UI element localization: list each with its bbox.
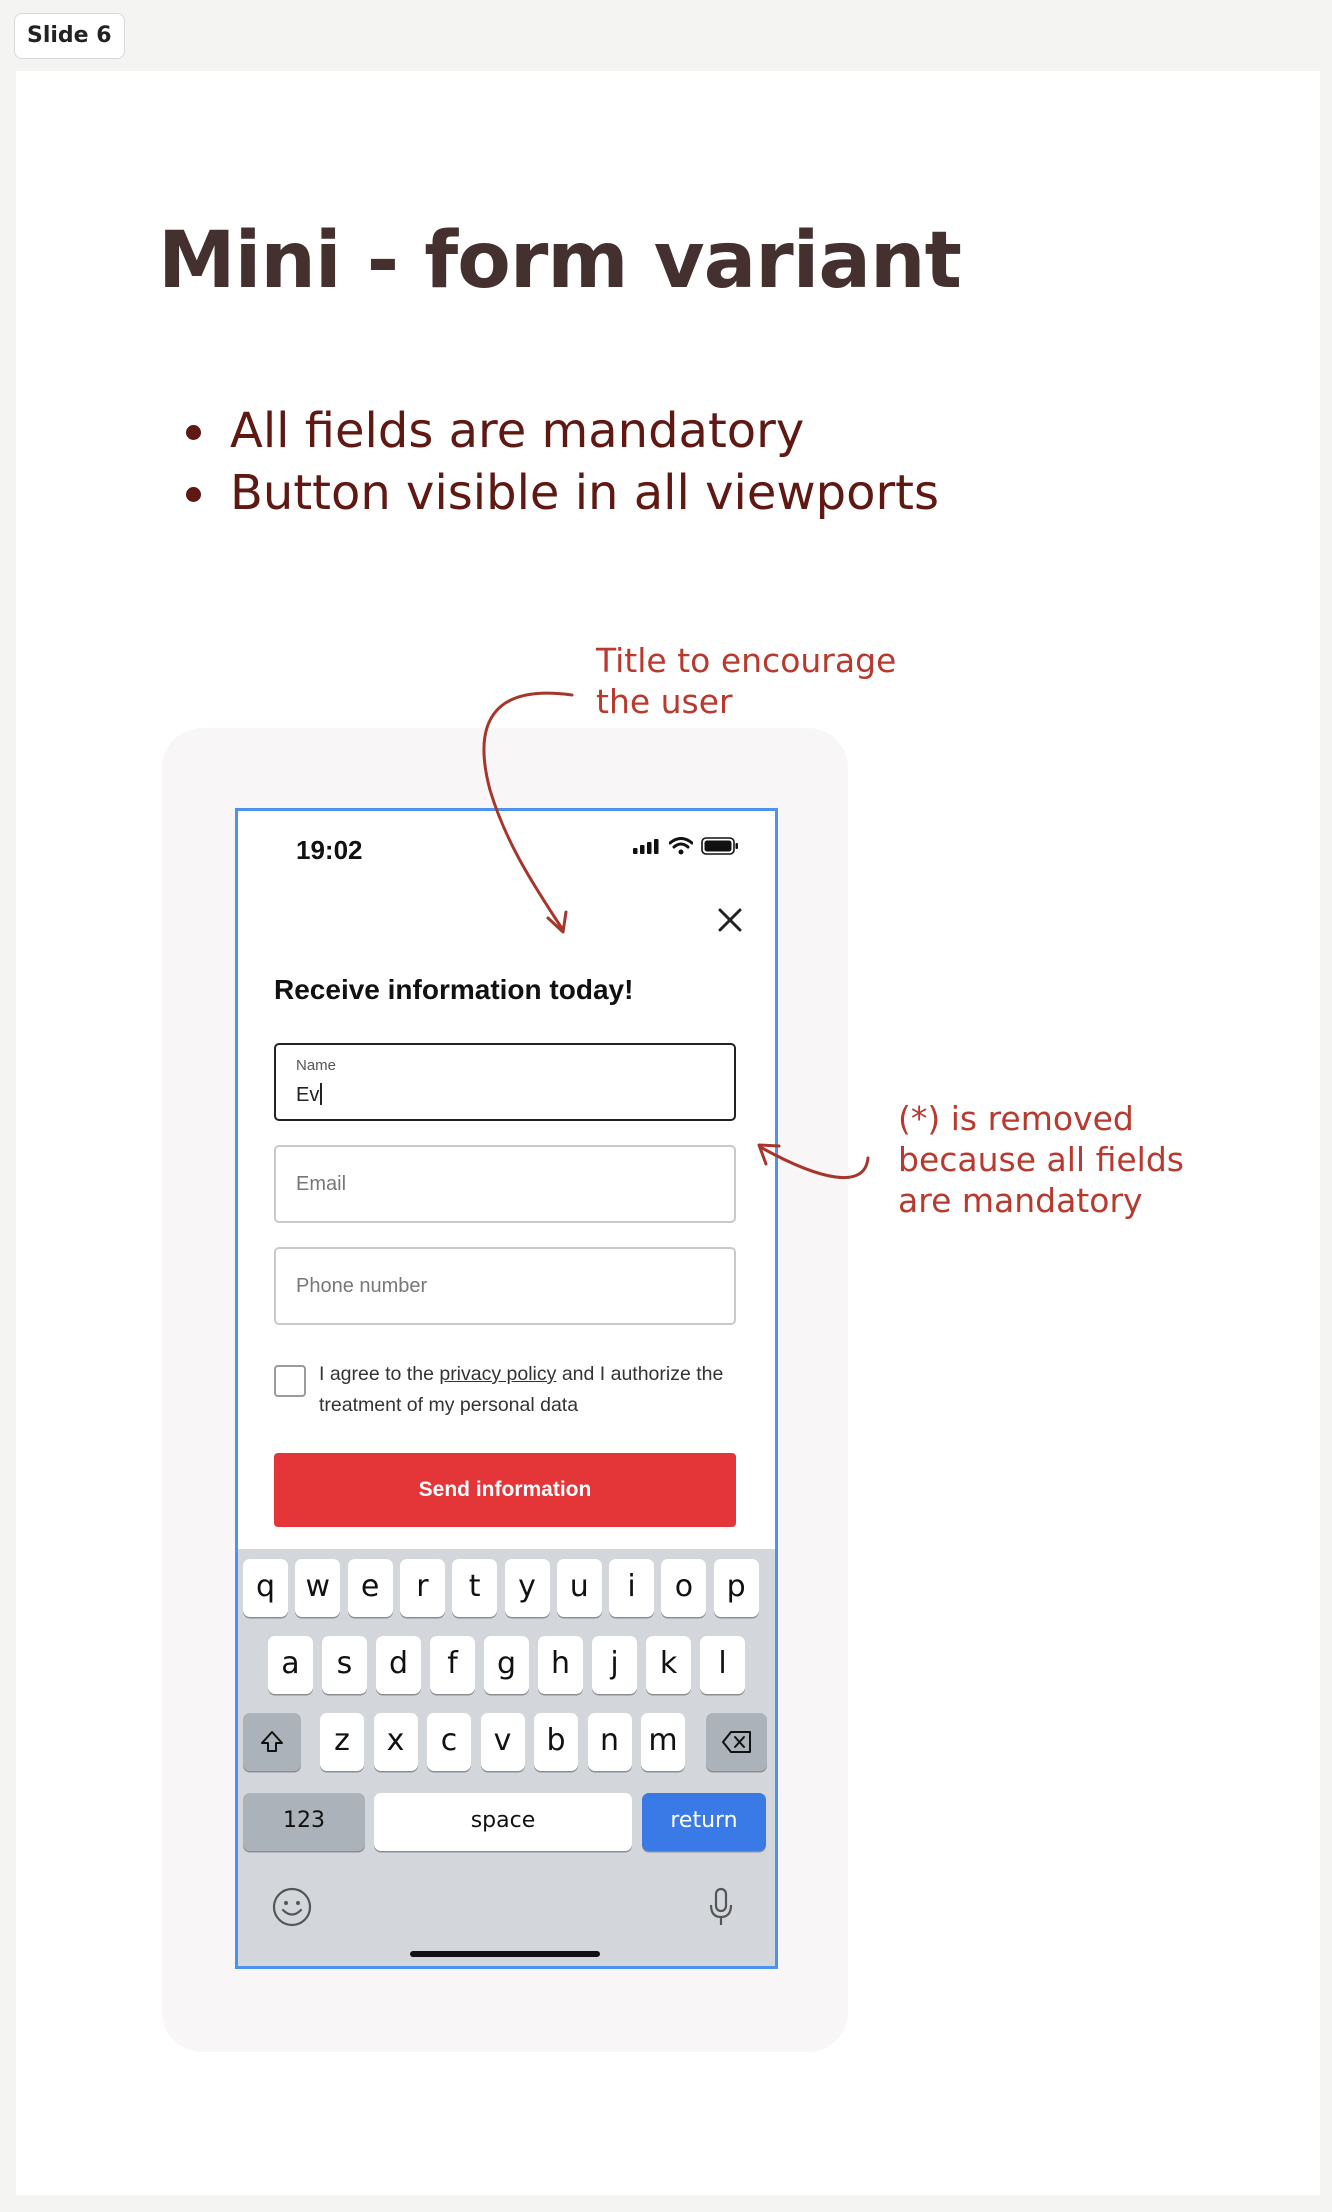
slide-badge[interactable]: Slide 6 [14, 13, 125, 59]
email-field-placeholder: Email [296, 1173, 347, 1195]
name-field-label: Name [296, 1057, 337, 1074]
key-z[interactable]: z [320, 1713, 364, 1771]
return-key[interactable]: return [642, 1793, 766, 1851]
key-o[interactable]: o [661, 1559, 706, 1617]
status-time: 19:02 [296, 835, 363, 865]
key-x[interactable]: x [374, 1713, 418, 1771]
key-k[interactable]: k [646, 1636, 691, 1694]
consent-text: I agree to the privacy policy and I authorize the treatment of my personal data [319, 1363, 724, 1416]
key-y[interactable]: y [505, 1559, 550, 1617]
key-b[interactable]: b [534, 1713, 578, 1771]
bullet-item: All fields are mandatory [182, 400, 939, 462]
slide-title: Mini - form variant [158, 216, 961, 306]
key-r[interactable]: r [400, 1559, 445, 1617]
form-title: Receive information today! [274, 974, 634, 1005]
key-w[interactable]: w [295, 1559, 340, 1617]
key-i[interactable]: i [609, 1559, 654, 1617]
name-field-value: Ev [296, 1083, 322, 1107]
numbers-key[interactable]: 123 [243, 1793, 365, 1851]
key-u[interactable]: u [557, 1559, 602, 1617]
key-h[interactable]: h [538, 1636, 583, 1694]
key-e[interactable]: e [348, 1559, 393, 1617]
key-a[interactable]: a [268, 1636, 313, 1694]
key-j[interactable]: j [592, 1636, 637, 1694]
key-f[interactable]: f [430, 1636, 475, 1694]
key-g[interactable]: g [484, 1636, 529, 1694]
key-v[interactable]: v [481, 1713, 525, 1771]
key-n[interactable]: n [588, 1713, 632, 1771]
key-q[interactable]: q [243, 1559, 288, 1617]
arrow-to-fields [762, 1148, 868, 1178]
send-information-button[interactable]: Send information [274, 1453, 736, 1527]
phone-field-placeholder: Phone number [296, 1275, 428, 1297]
arrow-to-title [484, 693, 572, 930]
key-t[interactable]: t [452, 1559, 497, 1617]
bullet-item: Button visible in all viewports [182, 462, 939, 524]
space-key[interactable]: space [374, 1793, 632, 1851]
key-p[interactable]: p [714, 1559, 759, 1617]
key-d[interactable]: d [376, 1636, 421, 1694]
annotation-required-note: (*) is removed because all fields are mandatory [898, 1099, 1184, 1220]
privacy-policy-link[interactable]: privacy policy [439, 1363, 557, 1385]
key-c[interactable]: c [427, 1713, 471, 1771]
key-s[interactable]: s [322, 1636, 367, 1694]
key-l[interactable]: l [700, 1636, 745, 1694]
key-m[interactable]: m [641, 1713, 685, 1771]
annotation-title-note: Title to encourage the user [596, 641, 897, 721]
